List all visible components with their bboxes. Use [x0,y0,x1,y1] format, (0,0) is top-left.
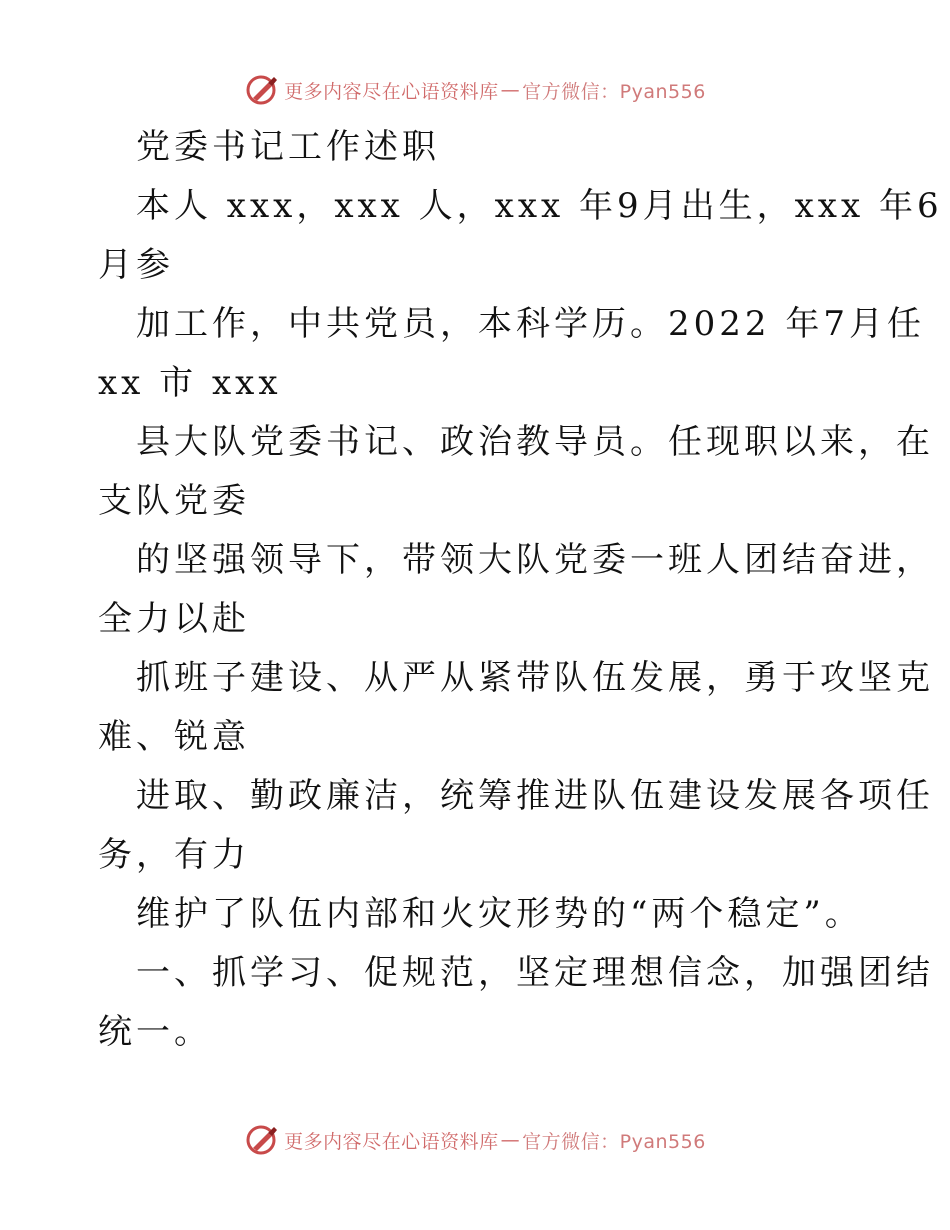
paragraph-line: 县大队党委书记、政治教导员。任现职以来，在 [136,422,934,462]
watermark-wechat: 官方微信：Pyan556 [522,1130,706,1153]
paragraph-line: 月参 [98,245,174,285]
paragraph-line: 的坚强领导下，带领大队党委一班人团结奋进， [136,540,934,580]
paragraph-line: 本人 xxx，xxx 人，xxx 年9月出生，xxx 年6 [136,186,943,226]
watermark-wechat: 官方微信：Pyan556 [522,80,706,103]
paragraph-line: 务，有力 [98,835,250,875]
pen-logo-icon [244,72,280,108]
paragraph-line: 维护了队伍内部和火灾形势的“两个稳定”。 [136,894,863,934]
watermark-separator: — [500,1129,521,1151]
paragraph-line: 加工作，中共党员，本科学历。2022 年7月任 [136,304,925,344]
watermark-separator: — [500,79,521,101]
paragraph-line: xx 市 xxx [98,363,282,403]
pen-logo-icon [244,1122,280,1158]
section-heading: 一、抓学习、促规范，坚定理想信念，加强团结 [136,953,934,993]
watermark-text: 更多内容尽在心语资料库 [284,1130,499,1153]
watermark-banner-top [0,70,950,110]
document-body [98,118,943,1062]
paragraph-line: 进取、勤政廉洁，统筹推进队伍建设发展各项任 [136,776,934,816]
watermark-banner-bottom [0,1120,950,1160]
paragraph-line: 抓班子建设、从严从紧带队伍发展，勇于攻坚克 [136,658,934,698]
paragraph-line: 支队党委 [98,481,250,521]
paragraph-line: 统一。 [98,1012,212,1052]
document-title: 党委书记工作述职 [136,127,440,167]
watermark-text: 更多内容尽在心语资料库 [284,80,499,103]
paragraph-line: 难、锐意 [98,717,250,757]
paragraph-line: 全力以赴 [98,599,250,639]
